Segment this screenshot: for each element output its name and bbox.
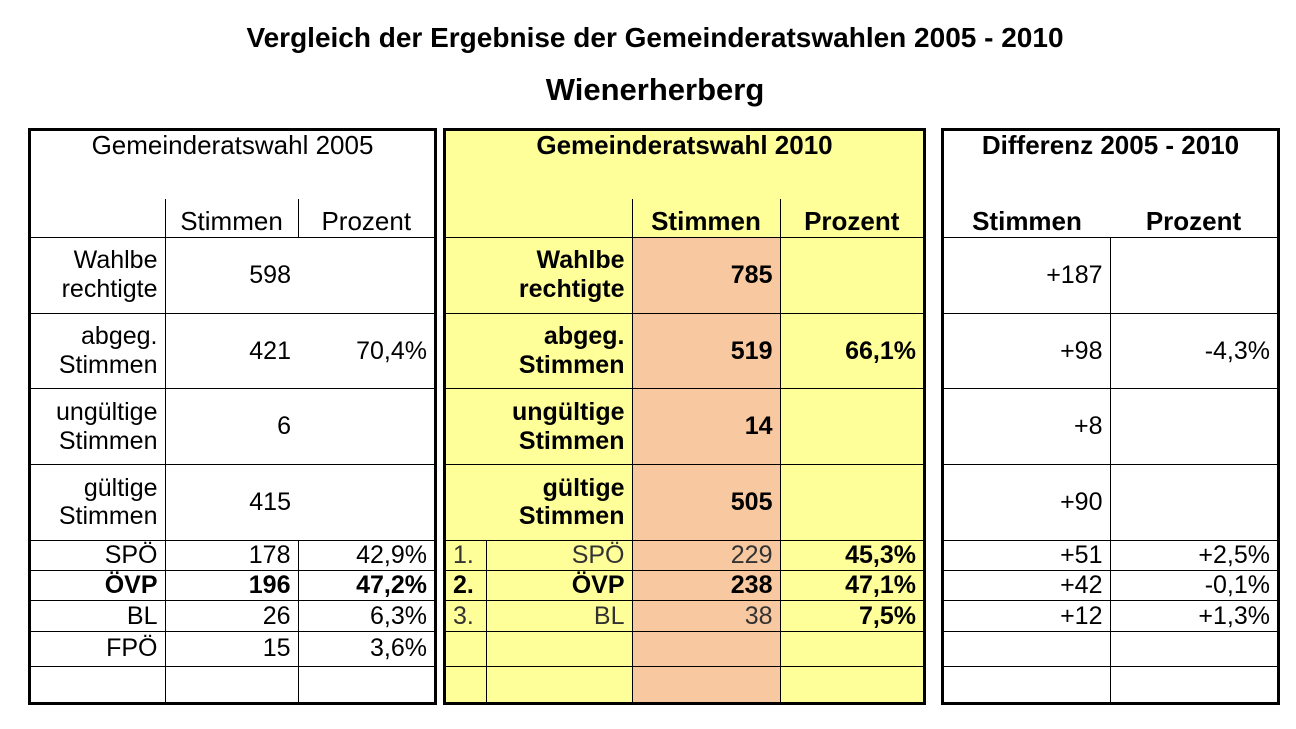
diff-stimmen: +8 — [944, 389, 1110, 465]
stat-label: abgeg. Stimmen — [31, 313, 165, 389]
party-name: FPÖ — [31, 631, 165, 666]
empty-cell — [31, 199, 165, 238]
diff-prozent: -0,1% — [1110, 571, 1277, 601]
stat-stimmen: 421 — [165, 313, 298, 389]
empty-row — [944, 631, 1277, 666]
empty-row — [31, 666, 434, 702]
diff-stimmen: +12 — [944, 601, 1110, 631]
stat-prozent — [298, 237, 434, 313]
party-name: ÖVP — [31, 571, 165, 601]
stat-row-ungueltige — [446, 389, 923, 465]
diff-prozent: +1,3% — [1110, 601, 1277, 631]
party-rank: 2. — [446, 571, 486, 601]
party-prozent: 47,2% — [298, 571, 434, 601]
stat-stimmen: 785 — [632, 237, 780, 313]
panel-differenz-title: Differenz 2005 - 2010 — [981, 131, 1240, 160]
diff-row — [944, 313, 1277, 389]
stat-row-abgegebene — [31, 313, 434, 389]
table-differenz — [944, 131, 1277, 702]
page-subtitle: Wienerherberg — [545, 72, 765, 107]
stat-label: ungültige Stimmen — [446, 389, 632, 465]
party-prozent: 6,3% — [298, 601, 434, 631]
diff-stimmen: +98 — [944, 313, 1110, 389]
empty-row — [446, 666, 923, 702]
table-2010 — [446, 131, 923, 702]
party-stimmen: 229 — [632, 540, 780, 570]
col-header-prozent: Prozent — [298, 199, 434, 238]
diff-prozent: +2,5% — [1110, 540, 1277, 570]
stat-prozent — [780, 237, 923, 313]
party-prozent: 3,6% — [298, 631, 434, 666]
panel-2010 — [443, 128, 926, 705]
party-name: ÖVP — [486, 571, 632, 601]
party-row-bl — [446, 601, 923, 631]
party-prozent: 47,1% — [780, 571, 923, 601]
diff-party-row — [944, 601, 1277, 631]
col-header-stimmen: Stimmen — [632, 199, 780, 238]
stat-prozent: 66,1% — [780, 313, 923, 389]
party-rank: 3. — [446, 601, 486, 631]
party-name: BL — [486, 601, 632, 631]
stat-prozent — [780, 464, 923, 540]
table-2005 — [31, 131, 434, 702]
party-name: SPÖ — [31, 540, 165, 570]
diff-prozent — [1110, 389, 1277, 465]
party-stimmen: 26 — [165, 601, 298, 631]
col-header-stimmen: Stimmen — [972, 205, 1082, 236]
diff-stimmen: +187 — [944, 237, 1110, 313]
diff-prozent — [1110, 237, 1277, 313]
stat-stimmen: 6 — [165, 389, 298, 465]
party-name: SPÖ — [486, 540, 632, 570]
panel-2010-title: Gemeinderatswahl 2010 — [536, 131, 833, 160]
stat-prozent: 70,4% — [298, 313, 434, 389]
stat-row-wahlberechtigte — [31, 237, 434, 313]
stat-label: Wahlbe rechtigte — [31, 237, 165, 313]
col-header-stimmen: Stimmen — [165, 199, 298, 238]
empty-row — [944, 666, 1277, 702]
stat-prozent — [298, 389, 434, 465]
empty-row — [446, 631, 923, 666]
party-stimmen: 178 — [165, 540, 298, 570]
party-stimmen: 15 — [165, 631, 298, 666]
party-row-oevp — [446, 571, 923, 601]
stat-label: Wahlbe rechtigte — [446, 237, 632, 313]
stat-row-wahlberechtigte — [446, 237, 923, 313]
stat-row-abgegebene — [446, 313, 923, 389]
diff-row — [944, 237, 1277, 313]
diff-prozent: -4,3% — [1110, 313, 1277, 389]
stat-row-ungueltige — [31, 389, 434, 465]
stat-row-gueltige — [446, 464, 923, 540]
party-prozent: 42,9% — [298, 540, 434, 570]
party-prozent: 45,3% — [780, 540, 923, 570]
page-title: Vergleich der Ergebnise der Gemeinderatswahlen 2005 - 2010 — [246, 22, 1064, 53]
party-rank: 1. — [446, 540, 486, 570]
col-header-prozent: Prozent — [1145, 205, 1242, 236]
diff-row — [944, 389, 1277, 465]
party-row-fpoe — [31, 631, 434, 666]
diff-stimmen: +90 — [944, 464, 1110, 540]
stat-stimmen: 14 — [632, 389, 780, 465]
diff-prozent — [1110, 464, 1277, 540]
stat-stimmen: 519 — [632, 313, 780, 389]
party-stimmen: 196 — [165, 571, 298, 601]
panel-differenz — [941, 128, 1280, 705]
diff-stimmen: +51 — [944, 540, 1110, 570]
party-stimmen: 38 — [632, 601, 780, 631]
panel-2005-title: Gemeinderatswahl 2005 — [91, 131, 374, 160]
party-row-oevp — [31, 571, 434, 601]
stat-stimmen: 598 — [165, 237, 298, 313]
stat-label: abgeg. Stimmen — [446, 313, 632, 389]
party-name: BL — [31, 601, 165, 631]
panel-2005 — [28, 128, 437, 705]
stat-label: gültige Stimmen — [31, 464, 165, 540]
stat-row-gueltige — [31, 464, 434, 540]
party-stimmen: 238 — [632, 571, 780, 601]
diff-party-row — [944, 571, 1277, 601]
diff-party-row — [944, 540, 1277, 570]
stat-prozent — [298, 464, 434, 540]
stat-stimmen: 505 — [632, 464, 780, 540]
empty-cell — [446, 199, 632, 238]
party-row-spoe — [31, 540, 434, 570]
stat-label: gültige Stimmen — [446, 464, 632, 540]
party-row-bl — [31, 601, 434, 631]
stat-label: ungültige Stimmen — [31, 389, 165, 465]
col-header-prozent: Prozent — [780, 199, 923, 238]
stat-prozent — [780, 389, 923, 465]
party-prozent: 7,5% — [780, 601, 923, 631]
stat-stimmen: 415 — [165, 464, 298, 540]
party-row-spoe — [446, 540, 923, 570]
diff-row — [944, 464, 1277, 540]
diff-stimmen: +42 — [944, 571, 1110, 601]
